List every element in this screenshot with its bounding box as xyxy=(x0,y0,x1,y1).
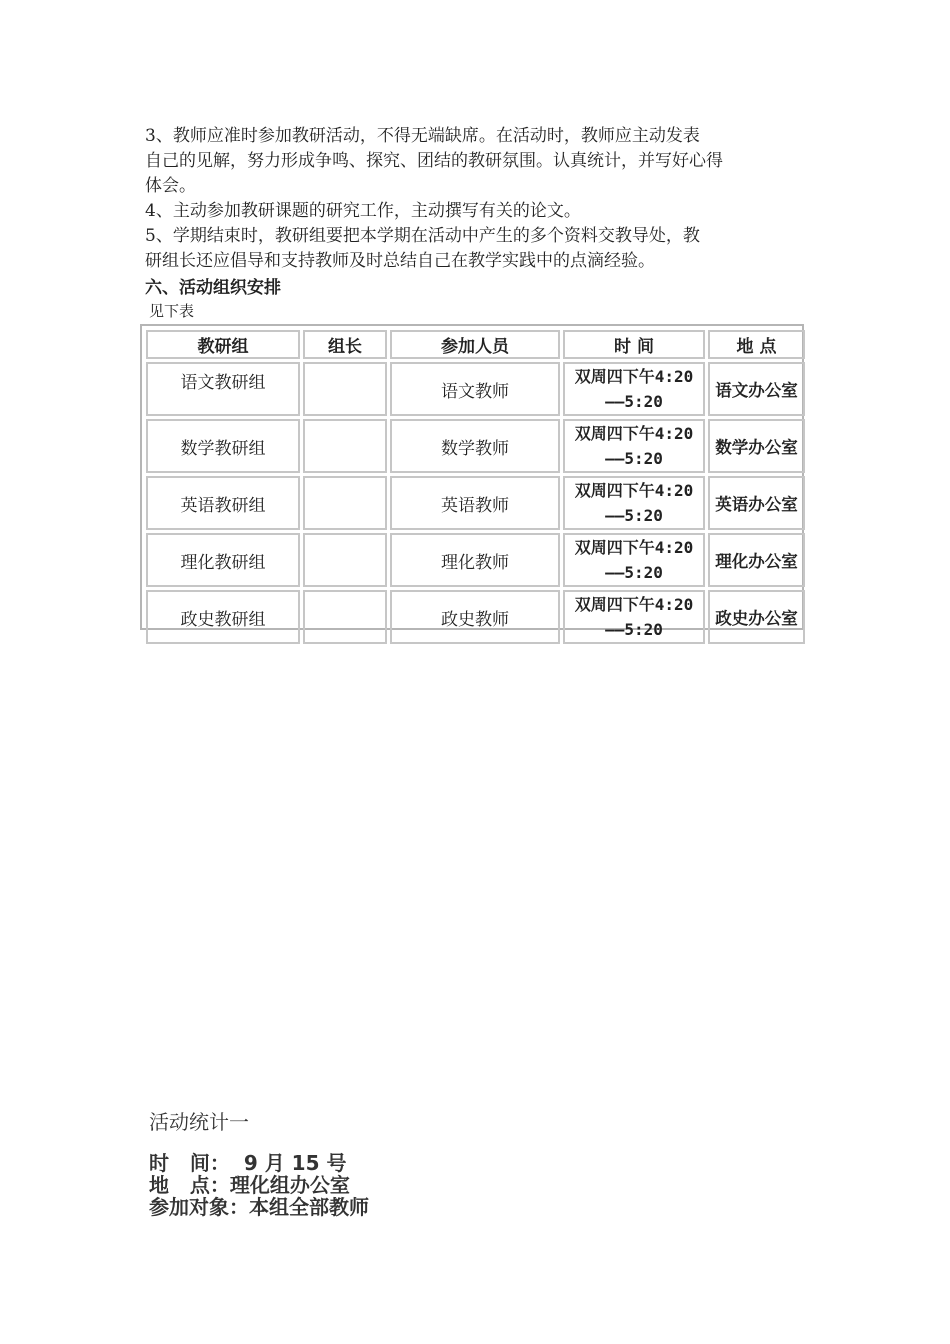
header-leader: 组长 xyxy=(303,330,387,359)
paragraph-line-6: 研组长还应倡导和支持教师及时总结自己在教学实践中的点滴经验。 xyxy=(145,251,655,271)
paragraph-line-5: 5、学期结束时，教研组要把本学期在活动中产生的多个资料交教导处，教 xyxy=(145,226,700,246)
group-cell: 政史教研组 xyxy=(146,590,300,644)
table-row xyxy=(146,533,805,587)
place-cell: 政史办公室 xyxy=(708,590,805,644)
time-end: ——5:20 xyxy=(605,449,663,468)
time-start: 双周四下午4:20 xyxy=(574,481,694,500)
paragraph-line-1: 3、教师应准时参加教研活动，不得无端缺席。在活动时，教师应主动发表 xyxy=(145,126,700,146)
paragraph-line-3: 体会。 xyxy=(145,176,196,196)
members-cell: 语文教师 xyxy=(390,362,560,416)
place-cell: 语文办公室 xyxy=(708,362,805,416)
group-cell: 语文教研组 xyxy=(146,362,300,416)
leader-cell xyxy=(303,533,387,587)
members-cell: 理化教师 xyxy=(390,533,560,587)
members-cell: 政史教师 xyxy=(390,590,560,644)
header-time: 时 间 xyxy=(563,330,705,359)
header-members: 参加人员 xyxy=(390,330,560,359)
table-note: 见下表 xyxy=(149,302,195,320)
group-cell: 英语教研组 xyxy=(146,476,300,530)
time-start: 双周四下午4:20 xyxy=(574,367,694,386)
table-row xyxy=(146,362,805,416)
time-cell xyxy=(563,419,705,473)
leader-cell xyxy=(303,476,387,530)
members-cell: 英语教师 xyxy=(390,476,560,530)
time-start: 双周四下午4:20 xyxy=(574,595,694,614)
time-cell xyxy=(563,476,705,530)
statistics-participants: 参加对象：本组全部教师 xyxy=(149,1195,369,1219)
group-cell: 数学教研组 xyxy=(146,419,300,473)
time-start: 双周四下午4:20 xyxy=(574,538,694,557)
time-end: ——5:20 xyxy=(605,392,663,411)
statistics-time: 时 间： 9 月 15 号 xyxy=(149,1151,347,1175)
table-row xyxy=(146,419,805,473)
time-cell xyxy=(563,533,705,587)
time-cell xyxy=(563,362,705,416)
place-cell: 英语办公室 xyxy=(708,476,805,530)
members-cell: 数学教师 xyxy=(390,419,560,473)
schedule-table xyxy=(143,327,808,647)
time-end: ——5:20 xyxy=(605,506,663,525)
header-group: 教研组 xyxy=(146,330,300,359)
table-header-row xyxy=(146,330,805,359)
leader-cell xyxy=(303,419,387,473)
time-end: ——5:20 xyxy=(605,563,663,582)
paragraph-line-2: 自己的见解，努力形成争鸣、探究、团结的教研氛围。认真统计，并写好心得 xyxy=(145,151,723,171)
time-cell xyxy=(563,590,705,644)
schedule-table-frame xyxy=(140,324,804,639)
paragraph-line-4: 4、主动参加教研课题的研究工作，主动撰写有关的论文。 xyxy=(145,201,581,221)
statistics-place: 地 点：理化组办公室 xyxy=(149,1173,350,1197)
leader-cell xyxy=(303,590,387,644)
leader-cell xyxy=(303,362,387,416)
statistics-title: 活动统计一 xyxy=(149,1110,249,1134)
table-row xyxy=(146,590,805,644)
table-row xyxy=(146,476,805,530)
place-cell: 理化办公室 xyxy=(708,533,805,587)
group-cell: 理化教研组 xyxy=(146,533,300,587)
header-place: 地 点 xyxy=(708,330,805,359)
time-start: 双周四下午4:20 xyxy=(574,424,694,443)
section-heading: 六、活动组织安排 xyxy=(145,278,281,298)
time-end: ——5:20 xyxy=(605,620,663,639)
place-cell: 数学办公室 xyxy=(708,419,805,473)
